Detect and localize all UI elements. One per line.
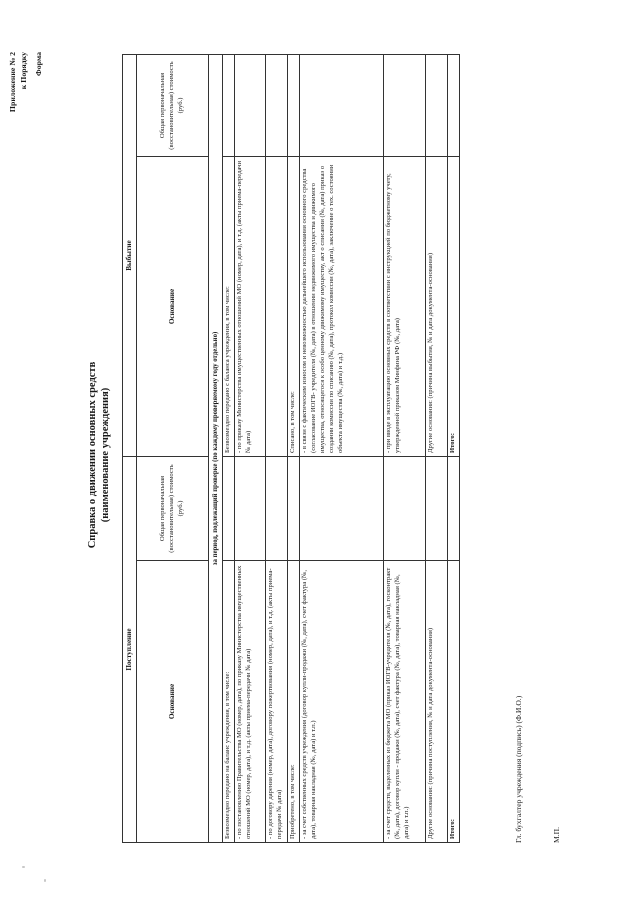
income-basis-cell: - по договору дарения (номер, дата), договору пожертвования (номер, дата), и т.д. (акты приема-передачи № дата) [266, 561, 288, 843]
outcome-basis-header: Основание [137, 157, 209, 457]
outcome-basis-cell: Безвозмездно передано с баланса учреждения, в том числе: [223, 157, 235, 457]
total-row [447, 54, 459, 842]
table-row [223, 54, 235, 842]
income-basis-cell: - по постановлению Правительства МО (номер, дата), по приказу Министерства имущественных отношений МО (номер, дата), и т.д. (акты приема-передачи № дата) [235, 561, 266, 843]
outcome-cost-cell [223, 54, 235, 156]
table-row [288, 54, 300, 842]
income-cost-header: Общая первоначальная (восстановительная) стоимость (руб.) [137, 457, 209, 561]
outcome-basis-cell: - по приказу Министерства имущественных отношений МО (номер, дата), и т.д. (акты приема-передачи № дата) [235, 157, 266, 457]
income-basis-cell: Другие основания: (причина поступления, № и дата документа-основания) [425, 561, 447, 843]
income-cost-cell [288, 457, 300, 561]
income-basis-header: Основание [137, 561, 209, 843]
outcome-cost-cell [235, 54, 266, 156]
title-main: Справка о движении основных средств [87, 361, 98, 549]
income-group-header: Поступление [123, 457, 137, 843]
outcome-basis-cell: - в связи с фактическим износом и невозможностью дальнейшего использования основного средства (согласование ИОГВ- учредителя (№, дата) в отношении недвижимого имущества и движимого имущества, относящегося к особо ценному движимому имуществу, акт о списании (№, дата) приказ о создании комиссии по списанию (№, дата), протокол комиссии (№, дата), заключение о тех. состоянии объекта имущества (№, дата) и т.д.) [299, 157, 383, 457]
income-basis-cell: - за счет собственных средств учреждения (договор купли-продажи (№, дата), счет фактура (№, дата), товарная накладная (№, дата) и т.п.) [299, 561, 383, 843]
outcome-cost-cell [383, 54, 425, 156]
outcome-group-header: Выбытие [123, 54, 137, 456]
income-cost-cell [266, 457, 288, 561]
table-row [425, 54, 447, 842]
outcome-basis-cell [266, 157, 288, 457]
table-row [266, 54, 288, 842]
table-row [235, 54, 266, 842]
income-basis-cell: Безвозмездно передано на баланс учреждения, в том числе: [223, 561, 235, 843]
income-cost-cell [299, 457, 383, 561]
outcome-basis-cell: - при вводе в эксплуатацию основных средств в соответствии с инструкцией по бюджетному учету, утвержденной приказом Минфина РФ (№, дата) [383, 157, 425, 457]
income-basis-cell: Приобретено, в том числе: [288, 561, 300, 843]
form-label: Форма [33, 52, 43, 76]
table-row [383, 54, 425, 842]
document-title [86, 255, 112, 655]
income-cost-cell [383, 457, 425, 561]
outcome-total-cost [447, 54, 459, 156]
income-cost-cell [425, 457, 447, 561]
outcome-basis-cell: Другие основания: (причина выбытия, № и дата документа-основания) [425, 157, 447, 457]
appendix-order-ref: к Порядку [18, 52, 28, 90]
seal-placeholder: М.П. [552, 826, 561, 843]
table-group-header-row [123, 54, 137, 842]
accountant-signature-line: Гл. бухгалтер учреждения (подпись) (Ф.И.О.) [514, 695, 523, 843]
outcome-cost-cell [299, 54, 383, 156]
income-total-label: Итого: [447, 561, 459, 843]
fixed-assets-movement-table [122, 54, 460, 843]
appendix-number: Приложение № 2 [8, 52, 17, 113]
outcome-cost-cell [266, 54, 288, 156]
table-row [299, 54, 383, 842]
period-caption: за период, подлежащий проверке (по каждому проверяемому году отдельно) [209, 54, 223, 842]
period-row [209, 54, 223, 842]
outcome-total-label: Итого: [447, 157, 459, 457]
income-cost-cell [223, 457, 235, 561]
table-column-header-row [137, 54, 209, 842]
outcome-cost-cell [425, 54, 447, 156]
income-total-cost [447, 457, 459, 561]
outcome-basis-cell: Списано, в том числе: [288, 157, 300, 457]
income-cost-cell [235, 457, 266, 561]
outcome-cost-cell [288, 54, 300, 156]
income-basis-cell: - за счет средств, выделенных из бюджета МО (приказ ИОГВ-учредителя (№, дата), госконтракт (№, дата), договор купли - продажи (№, дата), счет фактура (№, дата), товарная накладная (№, дата) и т.п.) [383, 561, 425, 843]
title-institution-placeholder: (наименование учреждения) [100, 387, 112, 523]
appendix-header [8, 52, 45, 252]
outcome-cost-header: Общая первоначальная (восстановительная) стоимость (руб.) [137, 54, 209, 156]
